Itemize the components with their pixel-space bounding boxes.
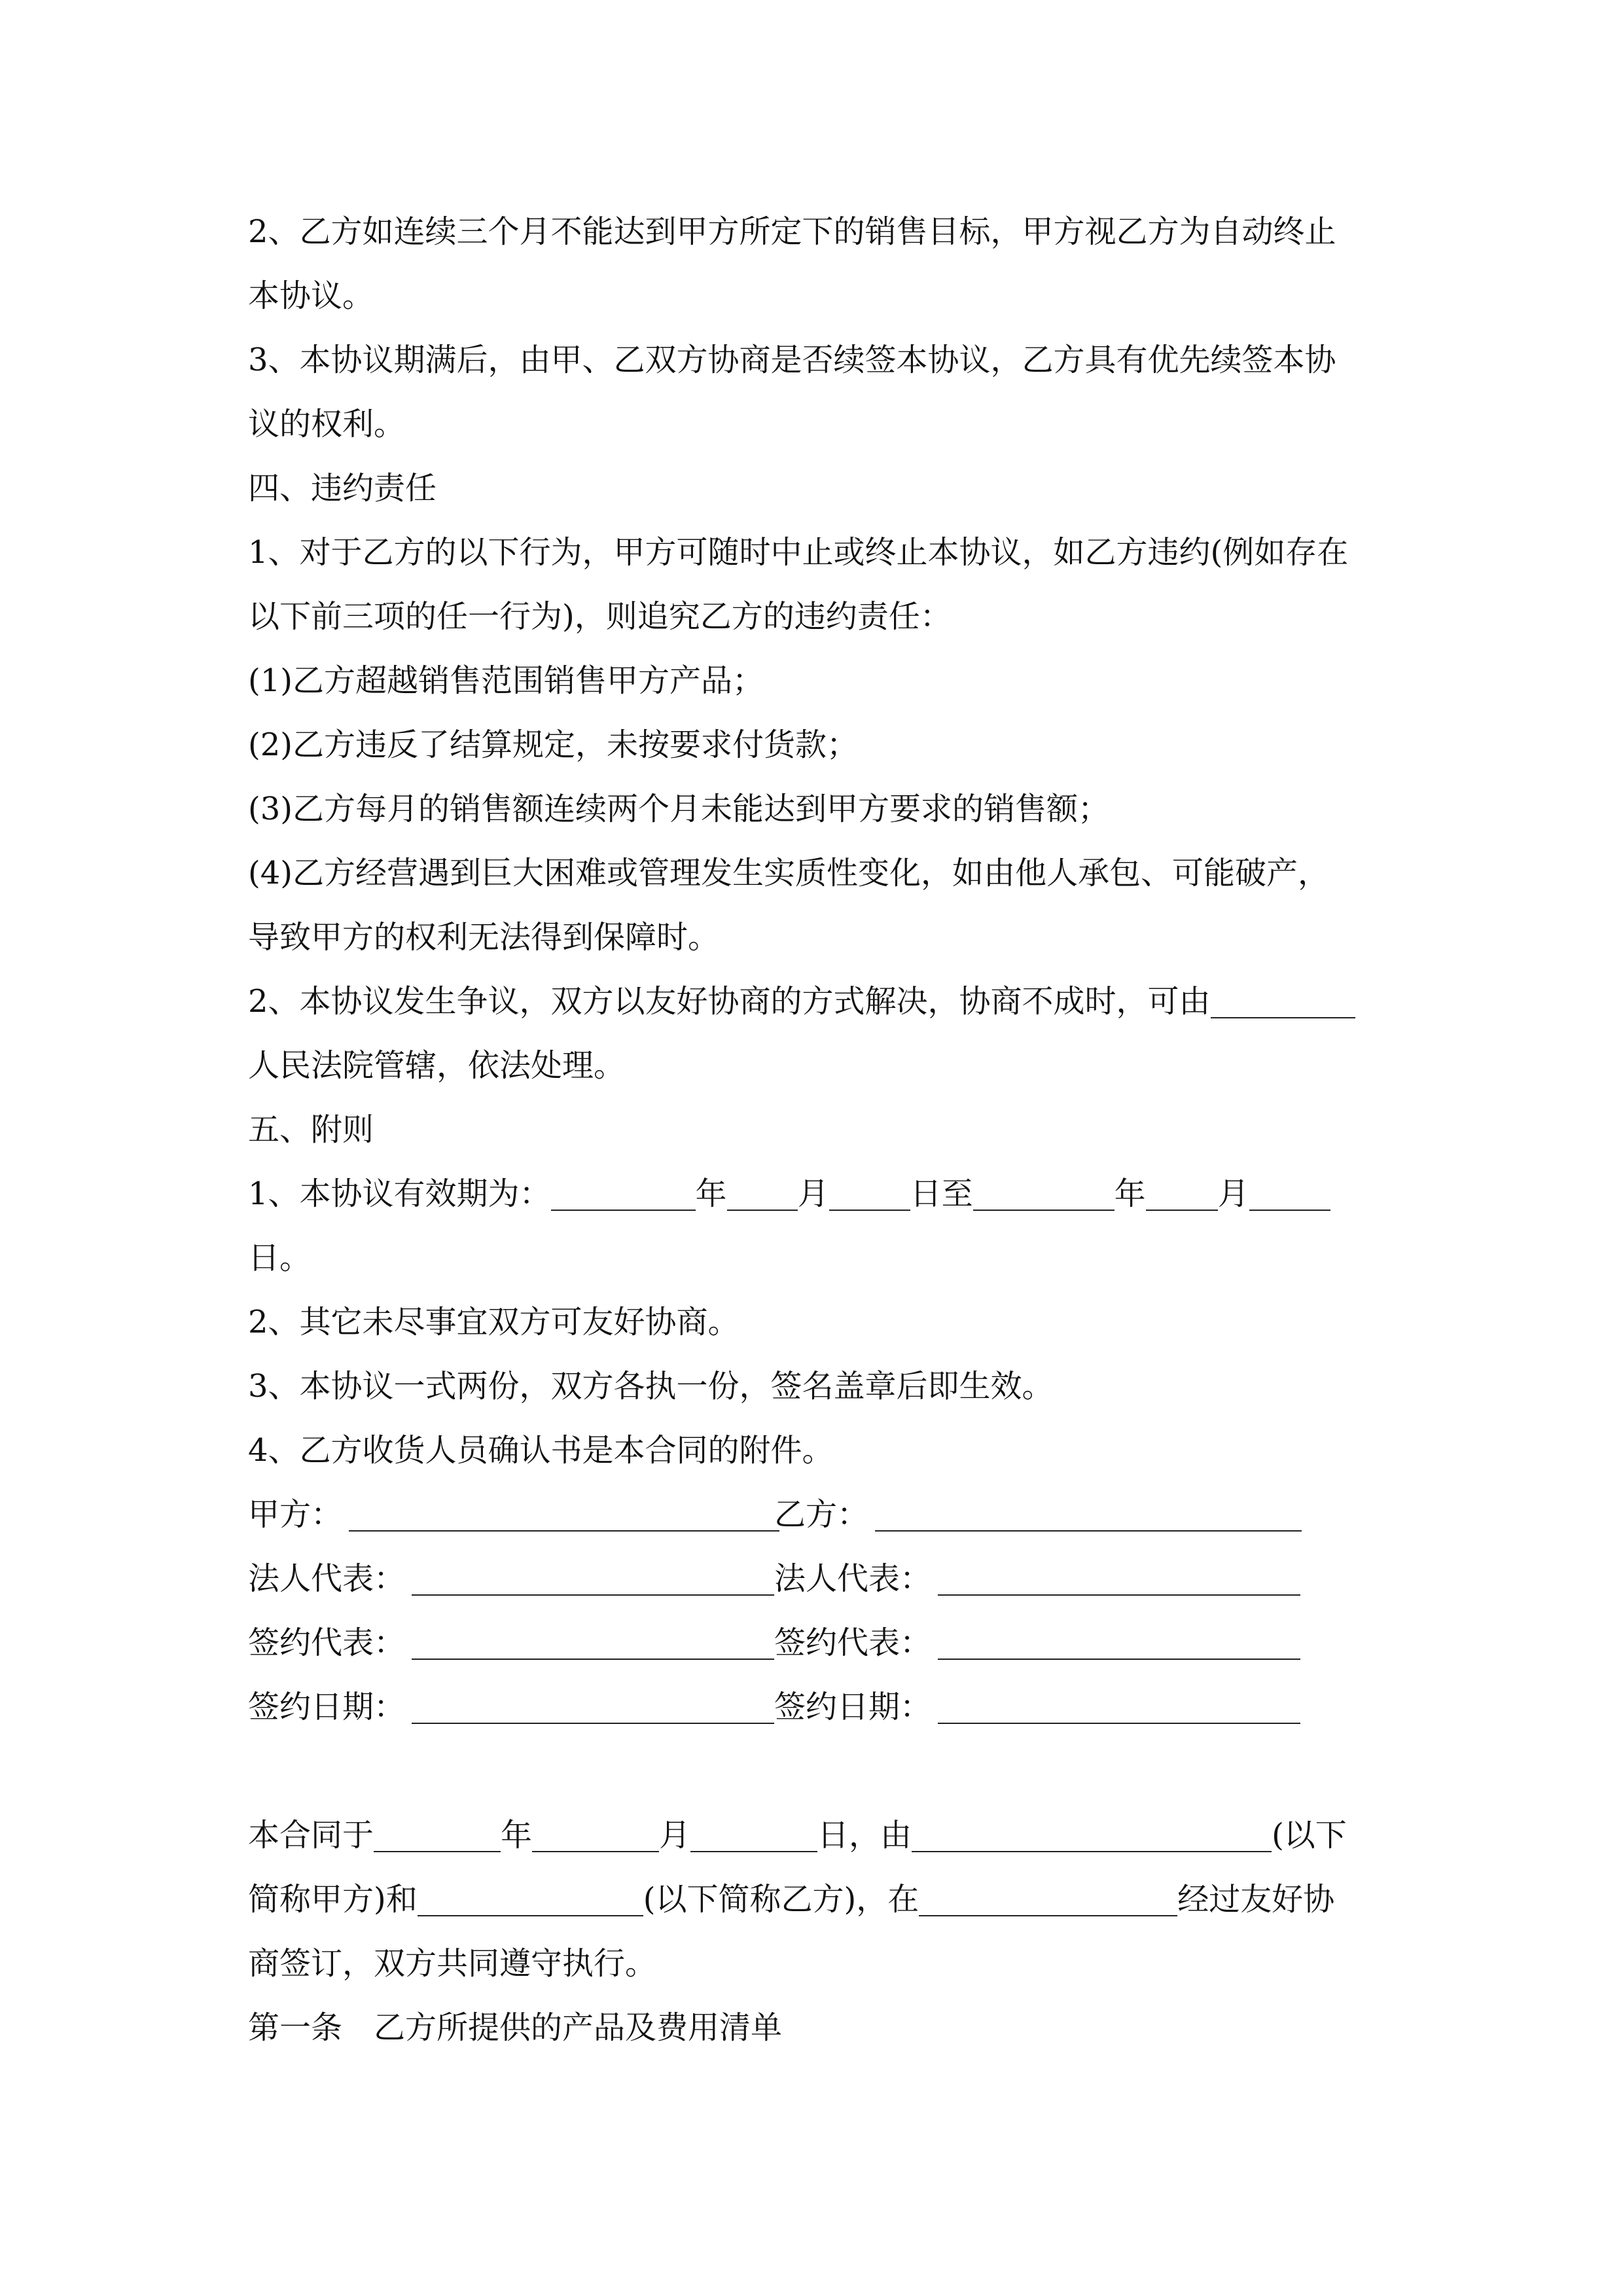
sign-date-label: 签约日期： (774, 1689, 932, 1725)
party-b-label: 乙方： (774, 1496, 869, 1533)
month-label: 月 (1217, 1175, 1249, 1212)
breach-item: 导致甲方的权利无法得到保障时。 (248, 919, 720, 956)
year-label: 年 (501, 1817, 533, 1854)
section-4-p1-line1: 1、对于乙方的以下行为，甲方可随时中止或终止本协议，如乙方违约(例如存在 (248, 534, 1349, 571)
sign-rep-label: 签约代表： (248, 1624, 406, 1661)
contract-year-blank[interactable] (374, 1810, 501, 1852)
abbr-label: (以下简称乙方)，在 (643, 1881, 919, 1918)
dispute-text: 2、本协议发生争议，双方以友好协商的方式解决，协商不成时，可由 (248, 983, 1211, 1020)
end-month-blank[interactable] (1146, 1169, 1218, 1211)
start-year-blank[interactable] (551, 1169, 696, 1211)
contract-intro-line2 (248, 1867, 1390, 1931)
abbr-label: (以下 (1272, 1817, 1347, 1854)
breach-item: (1)乙方超越销售范围销售甲方产品； (248, 662, 764, 699)
party-a-blank[interactable] (349, 1490, 779, 1532)
sign-date-a-blank[interactable] (412, 1682, 774, 1724)
abbr-label: 简称甲方)和 (248, 1881, 418, 1918)
signature-row-date (248, 1675, 1390, 1739)
section-4-p1-line2: 以下前三项的任一行为)，则追究乙方的违约责任： (248, 598, 952, 635)
party-b-name-blank[interactable] (418, 1874, 643, 1916)
day-label: 日，由 (817, 1817, 912, 1854)
document-page (248, 200, 1390, 2060)
legal-rep-b-blank[interactable] (938, 1554, 1300, 1596)
sign-date-label: 签约日期： (248, 1689, 406, 1725)
start-day-blank[interactable] (829, 1169, 910, 1211)
section-5-p4: 4、乙方收货人员确认书是本合同的附件。 (248, 1432, 834, 1469)
clause-2-line2: 本协议。 (248, 278, 374, 314)
contract-month-blank[interactable] (532, 1810, 659, 1852)
sign-rep-b-blank[interactable] (938, 1618, 1300, 1660)
intro-label: 本合同于 (248, 1817, 374, 1854)
signature-row-legal-rep (248, 1547, 1390, 1611)
validity-end: 日。 (248, 1240, 312, 1276)
court-blank[interactable] (1211, 977, 1355, 1018)
day-to-label: 日至 (910, 1175, 973, 1212)
signature-row-sign-rep (248, 1611, 1390, 1675)
signature-row-party (248, 1482, 1390, 1547)
validity-line (248, 1162, 1390, 1226)
month-label: 月 (797, 1175, 829, 1212)
section-4-p2-line2: 人民法院管辖，依法处理。 (248, 1047, 626, 1084)
legal-rep-label: 法人代表： (774, 1560, 932, 1597)
party-b-blank[interactable] (875, 1490, 1302, 1532)
legal-rep-label: 法人代表： (248, 1560, 406, 1597)
party-a-label: 甲方： (248, 1496, 343, 1533)
validity-label: 1、本协议有效期为： (248, 1175, 551, 1212)
breach-item: (2)乙方违反了结算规定，未按要求付货款； (248, 726, 858, 763)
end-day-blank[interactable] (1249, 1169, 1330, 1211)
contract-day-blank[interactable] (690, 1810, 817, 1852)
negotiation-label: 经过友好协 (1177, 1881, 1335, 1918)
year-label: 年 (1114, 1175, 1146, 1212)
article-1-heading: 第一条 乙方所提供的产品及费用清单 (248, 2009, 783, 2046)
spacer (248, 1739, 1390, 1803)
section-4-heading: 四、违约责任 (248, 470, 437, 507)
month-label: 月 (659, 1817, 691, 1854)
breach-item: (3)乙方每月的销售额连续两个月未能达到甲方要求的销售额； (248, 791, 1109, 827)
section-4-p2-line1 (248, 969, 1390, 1033)
sign-rep-label: 签约代表： (774, 1624, 932, 1661)
clause-3-line1: 3、本协议期满后，由甲、乙双方协商是否续签本协议，乙方具有优先续签本协 (248, 342, 1336, 378)
sign-rep-a-blank[interactable] (412, 1618, 774, 1660)
year-label: 年 (695, 1175, 727, 1212)
location-blank[interactable] (919, 1874, 1177, 1916)
section-5-heading: 五、附则 (248, 1111, 374, 1148)
legal-rep-a-blank[interactable] (412, 1554, 774, 1596)
contract-intro-line1 (248, 1803, 1390, 1867)
start-month-blank[interactable] (727, 1169, 798, 1211)
section-5-p2: 2、其它未尽事宜双方可友好协商。 (248, 1304, 740, 1340)
sign-date-b-blank[interactable] (938, 1682, 1300, 1724)
party-a-name-blank[interactable] (912, 1810, 1272, 1852)
breach-item: (4)乙方经营遇到巨大困难或管理发生实质性变化，如由他人承包、可能破产， (248, 855, 1329, 891)
section-5-p3: 3、本协议一式两份，双方各执一份，签名盖章后即生效。 (248, 1368, 1054, 1405)
clause-3-line2: 议的权利。 (248, 406, 406, 442)
end-year-blank[interactable] (973, 1169, 1115, 1211)
clause-2-line1: 2、乙方如连续三个月不能达到甲方所定下的销售目标，甲方视乙方为自动终止 (248, 213, 1336, 250)
contract-intro-line3: 商签订，双方共同遵守执行。 (248, 1945, 657, 1982)
